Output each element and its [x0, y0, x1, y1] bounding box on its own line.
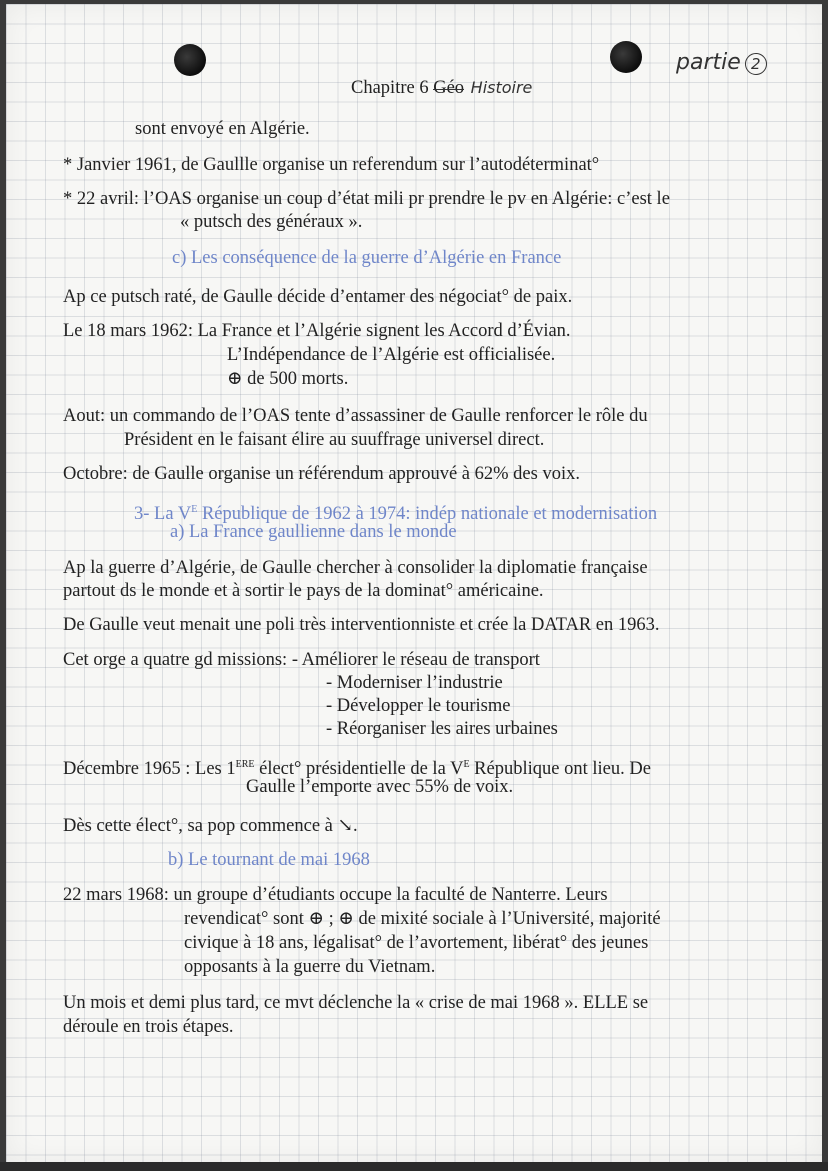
text-line: 22 mars 1968: un groupe d’étudiants occupe la faculté de Nanterre. Leurs — [63, 885, 608, 905]
text-line: Ap la guerre d’Algérie, de Gaulle chercher à consolider la diplomatie française — [63, 558, 648, 578]
text-line: civique à 18 ans, légalisat° de l’avortement, libérat° des jeunes — [184, 933, 649, 953]
text-line: L’Indépendance de l’Algérie est officialisée. — [227, 345, 556, 365]
crossed-out-word: Géo — [433, 78, 465, 98]
text-line: Président en le faisant élire au suuffrage universel direct. — [124, 430, 545, 450]
text-line: * 22 avril: l’OAS organise un coup d’état mili pr prendre le pv en Algérie: c’est le — [63, 189, 670, 209]
part-number-circle: 2 — [745, 53, 767, 75]
text-line: sont envoyé en Algérie. — [135, 119, 310, 139]
chapter-title: Chapitre 6 Géo Histoire — [351, 78, 533, 98]
text-line: Octobre: de Gaulle organise un référendum approuvé à 62% des voix. — [63, 464, 580, 484]
section-heading-c: c) Les conséquence de la guerre d’Algérie en France — [172, 248, 562, 268]
list-item: - Moderniser l’industrie — [326, 673, 503, 693]
text-line: Gaulle l’emporte avec 55% de voix. — [246, 777, 514, 797]
section-heading-3: 3- La $V^E$ République de 1962 à 1974: indép nationale et modernisation — [134, 504, 658, 524]
text-line: Un mois et demi plus tard, ce mvt déclenche la « crise de mai 1968 ». ELLE se — [63, 993, 649, 1013]
text-line: « putsch des généraux ». — [180, 212, 363, 232]
text-line: Décembre 1965 : Les 1ERE élect° présidentielle de la $V^E$ République ont lieu. De — [63, 759, 651, 779]
text-line: Dès cette élect°, sa pop commence à ↘. — [63, 816, 358, 836]
text-line: Cet orge a quatre gd missions: - Améliorer le réseau de transport — [63, 650, 540, 670]
punch-hole-icon — [174, 44, 206, 76]
text-line: déroule en trois étapes. — [63, 1017, 234, 1037]
notebook-page — [6, 4, 822, 1162]
section-heading-a: a) La France gaullienne dans le monde — [170, 522, 457, 542]
text-line: Le 18 mars 1962: La France et l’Algérie signent les Accord d’Évian. — [63, 321, 571, 341]
list-item: - Développer le tourisme — [326, 696, 511, 716]
part-label: partie 2 — [676, 50, 767, 75]
punch-hole-icon — [610, 41, 642, 73]
text-line: De Gaulle veut menait une poli très interventionniste et crée la DATAR en 1963. — [63, 615, 660, 635]
list-item: - Réorganiser les aires urbaines — [326, 719, 558, 739]
text-line: partout ds le monde et à sortir le pays de la dominat° américaine. — [63, 581, 544, 601]
text-line: opposants à la guerre du Vietnam. — [184, 957, 436, 977]
page-bottom-edge — [0, 1162, 828, 1171]
text-line: Ap ce putsch raté, de Gaulle décide d’entamer des négociat° de paix. — [63, 287, 573, 307]
text-line: Aout: un commando de l’OAS tente d’assassiner de Gaulle renforcer le rôle du — [63, 406, 648, 426]
section-heading-b: b) Le tournant de mai 1968 — [168, 850, 370, 870]
text-line: * Janvier 1961, de Gaullle organise un referendum sur l’autodéterminat° — [63, 155, 600, 175]
text-line: ⊕ de 500 morts. — [227, 369, 349, 389]
text-line: revendicat° sont ⊕ ; ⊕ de mixité sociale à l’Université, majorité — [184, 909, 661, 929]
handwritten-subject: Histoire — [470, 78, 533, 97]
